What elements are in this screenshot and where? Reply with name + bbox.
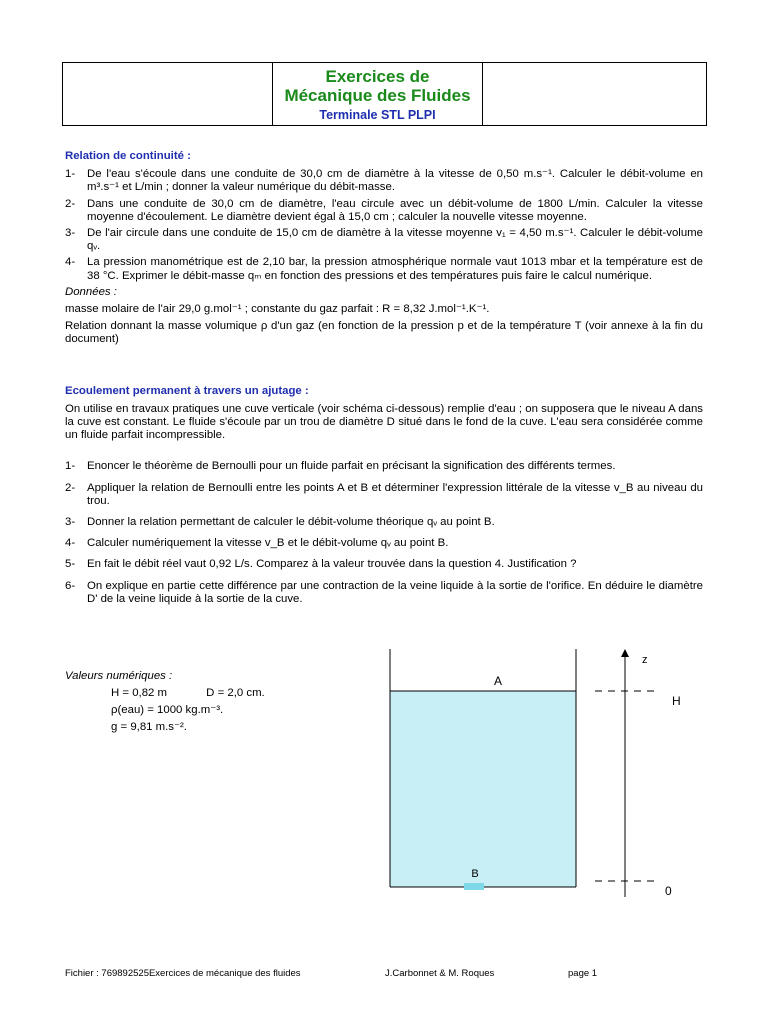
values-h-d-row <box>65 685 265 702</box>
ajutage-question-5 <box>65 558 703 571</box>
question-text: Donner la relation permettant de calculer le débit-volume théorique qᵥ au point B. <box>87 516 495 529</box>
question-number: 2- <box>65 481 76 494</box>
continuity-question-2 <box>65 198 703 224</box>
label-a: A <box>493 674 503 688</box>
footer-page: page 1 <box>568 968 598 979</box>
question-number: 3- <box>65 227 76 240</box>
question-text: En fait le débit réel vaut 0,92 L/s. Comparez à la valeur trouvée dans la question 4. Justification ? <box>87 558 577 571</box>
question-number: 2- <box>65 197 76 210</box>
z-axis-arrow <box>621 649 629 657</box>
continuity-question-4 <box>65 256 703 282</box>
label-h: H <box>672 694 681 708</box>
donnees-line: masse molaire de l'air 29,0 g.mol⁻¹ ; constante du gaz parfait : R = 8,32 J.mol⁻¹.K⁻¹. <box>65 303 490 316</box>
document-subtitle: Terminale STL PLPI <box>319 108 436 122</box>
label-zero: 0 <box>665 884 672 898</box>
document-title-line2: Mécanique des Fluides <box>284 86 471 105</box>
numerical-values <box>65 668 265 736</box>
value-g: g = 9,81 m.s⁻². <box>111 721 187 733</box>
label-z: z <box>642 654 648 666</box>
question-number: 1- <box>65 460 76 473</box>
question-text: Appliquer la relation de Bernoulli entre les points A et B et déterminer l'expression littérale de la vitesse v_B au niveau du trou. <box>87 481 703 507</box>
footer-authors: J.Carbonnet & M. Roques <box>385 968 495 979</box>
relation-line: Relation donnant la masse volumique ρ d'un gaz (en fonction de la pression p et de la température T (voir annexe à la fin du document) <box>65 320 703 346</box>
header-table <box>62 62 707 126</box>
question-text: On explique en partie cette différence par une contraction de la veine liquide à la sortie de l'orifice. En déduire le diamètre D' de la veine liquide à la sortie de la cuve. <box>87 579 703 605</box>
header-cell-title <box>273 63 483 125</box>
value-rho: ρ(eau) = 1000 kg.m⁻³. <box>111 704 224 716</box>
question-number: 4- <box>65 537 76 550</box>
question-text: Dans une conduite de 30,0 cm de diamètre, l'eau circule avec un débit-volume de 1800 L/min. Calculer la vitesse moyenne d'écoulement. Le diamètre devient égal à 15,0 cm ; calculer la nouvelle vitesse moyenne. <box>87 197 703 223</box>
ajutage-question-2 <box>65 482 703 508</box>
question-text: Calculer numériquement la vitesse v_B et le débit-volume qᵥ au point B. <box>87 537 449 550</box>
section-title-continuity: Relation de continuité : <box>65 150 191 162</box>
document-body <box>65 150 703 614</box>
ajutage-question-6 <box>65 580 703 606</box>
question-text: Enoncer le théorème de Bernoulli pour un fluide parfait en précisant la signification des différents termes. <box>87 460 616 473</box>
ajutage-question-list <box>65 460 703 606</box>
footer-file: Fichier : 769892525Exercices de mécanique des fluides <box>65 968 301 979</box>
header-cell-left <box>63 63 273 125</box>
question-number: 3- <box>65 516 76 529</box>
donnees-label: Données : <box>65 285 117 298</box>
ajutage-intro: On utilise en travaux pratiques une cuve verticale (voir schéma ci-dessous) remplie d'eau ; on supposera que le niveau A dans la cuve est constant. Le fluide s'écoule par un trou de diamètre D situé dans le fond de la cuve. L'eau sera considérée comme un fluide parfait incompressible. <box>65 402 703 442</box>
question-text: La pression manométrique est de 2,10 bar, la pression atmosphérique normale vaut 1013 mbar et la température est de 38 °C. Exprimer le débit-masse qₘ en fonction des pressions et des températures puis faire le calcul numérique. <box>87 256 703 282</box>
question-number: 5- <box>65 558 76 571</box>
value-d: D = 2,0 cm. <box>206 687 265 699</box>
question-text: De l'eau s'écoule dans une conduite de 30,0 cm de diamètre à la vitesse de 0,50 m.s⁻¹. Calculer le débit-volume en m³.s⁻¹ et L/min ; donner la valeur numérique du débit-masse. <box>87 168 703 194</box>
ajutage-question-4 <box>65 537 703 550</box>
header-cell-right <box>483 63 706 125</box>
outlet-hole <box>464 883 484 890</box>
question-number: 1- <box>65 168 76 181</box>
document-title-line1: Exercices de <box>325 67 430 86</box>
question-number: 6- <box>65 579 76 592</box>
values-label: Valeurs numériques : <box>65 670 173 682</box>
ajutage-question-1 <box>65 460 703 473</box>
tank-diagram <box>380 645 710 905</box>
section-title-ajutage: Ecoulement permanent à travers un ajutage : <box>65 384 309 397</box>
water-fill <box>390 691 576 887</box>
question-number: 4- <box>65 256 76 269</box>
question-text: De l'air circule dans une conduite de 15,0 cm de diamètre à la vitesse moyenne v₁ = 4,50 m.s⁻¹. Calculer le débit-volume qᵥ. <box>87 227 703 253</box>
ajutage-question-3 <box>65 516 703 529</box>
continuity-question-1 <box>65 168 703 194</box>
value-h: H = 0,82 m <box>111 687 168 699</box>
label-b: B <box>471 868 479 880</box>
continuity-question-3 <box>65 227 703 253</box>
